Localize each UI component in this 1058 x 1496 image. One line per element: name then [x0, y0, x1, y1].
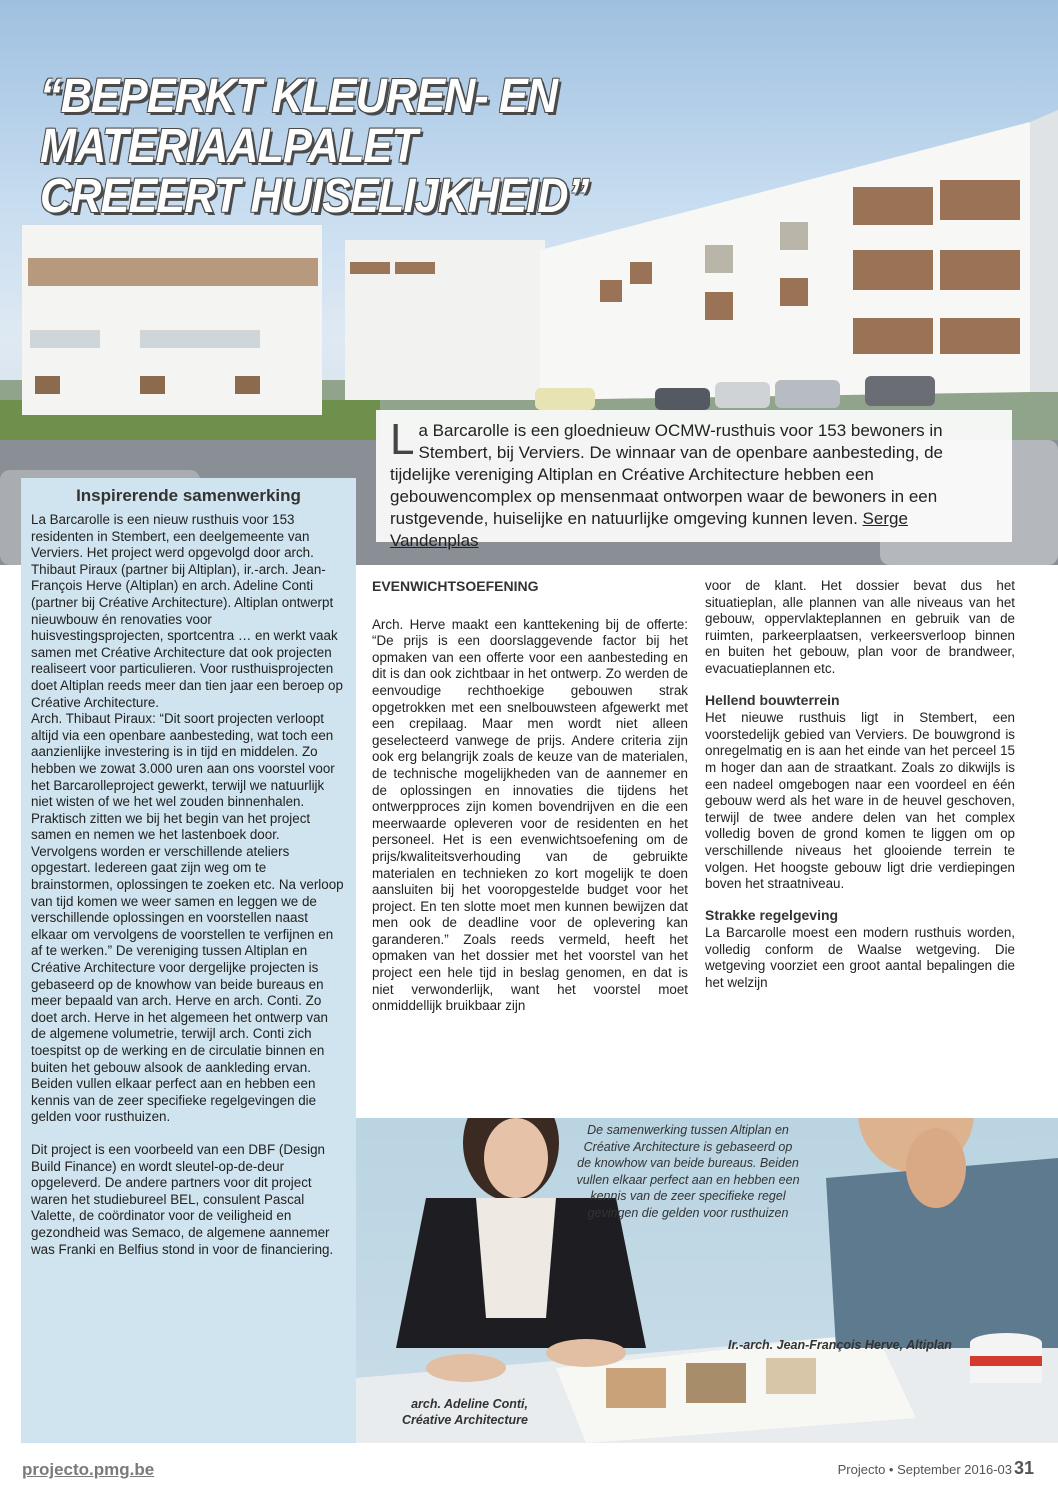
page-number: 31: [1013, 1458, 1034, 1478]
footer-publication-info: Projecto • September 2016-03: [837, 1462, 1012, 1477]
sidebar-title: Inspirerende samenwerking: [76, 486, 301, 505]
column-1-text: Arch. Herve maakt een kanttekening bij de offerte: “De prijs is een doorslaggevende factor bij het opmaken van een offerte voor een aanbesteding en dit is dan ook zichtbaar in het ontwerp. Zo werden de eenvoudige rechthoekige gebouwen strak opgetrokken met een snelbouwsteen afgewerkt met een crepilaag. Maar men wordt niet alleen geselecteerd vanwege de prijs. Andere criteria zijn ook erg belangrijk zoals de keuze van de materialen, de technische mogelijkheden van de aannemer en de oplossingen en innovaties die tijdens het ontwerpproces zijn komen bovendrijven en die een meerwaarde opleveren voor de residenten en het personeel. Het is een evenwichtsoefening om de prijs/kwaliteitsverhouding van de gebruikte materialen en technieken zo kort mogelijk te doen aansluiten bij het vooropgestelde budget voor het project. En ten slotte moet men kunnen bewijzen dat men ook de deadline voor de oplevering kan garanderen.” Zoals reeds vermeld, heeft het opmaken van het dossier met het voorstel van het project een hele tijd in beslag genomen, en dat is niet verwonderlijk, want het voorstel moet onmiddellijk bruikbaar zijn: [372, 616, 688, 1014]
caption-name-herve: Ir.-arch. Jean-François Herve, Altiplan: [728, 1338, 952, 1352]
section-heading-hellend-bouwterrein: Hellend bouwterrein: [705, 691, 840, 708]
column-2-paragraph-3: La Barcarolle moest een modern rusthuis worden, volledig conform de Waalse wetgeving. Die wetgeving voorziet een groot aantal bepalingen die het welzijn: [705, 925, 1015, 991]
footer-website-link[interactable]: projecto.pmg.be: [22, 1460, 155, 1479]
headline: [40, 72, 922, 222]
sidebar-box: [21, 478, 356, 1443]
section-heading-evenwichtsoefening: EVENWICHTSOEFENING: [372, 578, 539, 594]
headline-line-2: CREEERT HUISELIJKHEID”: [40, 170, 589, 223]
photo-caption: De samenwerking tussen Altiplan en Créative Architecture is gebaseerd op de knowhow van beide bureaus. Beiden vullen elkaar perfect aan en hebben een kennis van de zeer specifieke regel gevingen die gelden voor rusthuizen: [576, 1123, 800, 1220]
sidebar-paragraph-2: Arch. Thibaut Piraux: “Dit soort projecten verloopt altijd via een openbare aanbesteding, wat toch een aanzienlijke investering is in tijd en middelen. Zo hebben we zowat 3.000 uren aan ons voorstel voor het Barcarolleproject gewerkt, terwijl we natuurlijk niet wisten of we het wel zouden binnenhalen. Praktisch zitten we bij het begin van het project samen en nemen we het lastenboek door. Vervolgens worden er verschillende ateliers opgestart. Iedereen gaat zijn weg om te brainstormen, oplossingen te zoeken etc. Na verloop van tijd komen we weer samen en leggen we de verschillende oplossingen en voorstellen naast elkaar om vervolgens de voorstellen te verfijnen en af te werken.” De vereniging tussen Altiplan en Créative Architecture voor dergelijke projecten is gebaseerd op de knowhow van beide bureaus en meer bepaald van arch. Herve en arch. Conti. Zo doet arch. Herve in het algemeen het ontwerp van de algemene volumetrie, terwijl arch. Conti zich toespitst op de werking en de circulatie binnen en buiten het gebouw alsook de aankleding ervan. Beiden vullen elkaar perfect aan en hebben een kennis van de zeer specifieke regelgevingen die gelden voor rusthuizen.: [31, 711, 344, 1125]
sidebar-paragraph-3: Dit project is een voorbeeld van een DBF (Design Build Finance) en wordt sleutel-op-de-deur opgeleverd. De andere partners voor dit project waren het studiebureel BEL, consulent Pascal Valette, de coördinator voor de veiligheid en gezondheid was Semaco, de algemene aannemer was Franki en Belfius stond in voor de financiering.: [31, 1141, 334, 1257]
column-2-paragraph-1: voor de klant. Het dossier bevat dus het situatieplan, alle plannen van alle niveaus van het gebouw, oppervlakteplannen en gebruik van de ruimten, parkeerplaatsen, verkeersverloop binnen en buiten het gebouw, plan voor de brandweer, evacuatieplannen etc.: [705, 578, 1015, 676]
caption-name-conti-line-2: Créative Architecture: [402, 1413, 528, 1427]
intro-dropcap: L: [390, 415, 415, 464]
section-heading-strakke-regelgeving: Strakke regelgeving: [705, 906, 839, 923]
author-name: Serge Vandenplas: [390, 509, 908, 550]
headline-line-1: “BEPERKT KLEUREN- EN MATERIAALPALET: [40, 70, 558, 173]
article-column-1: [372, 578, 688, 1015]
caption-name-conti-line-1: arch. Adeline Conti,: [411, 1397, 528, 1411]
intro-text: [390, 415, 998, 552]
intro-body: a Barcarolle is een gloednieuw OCMW-rusthuis voor 153 bewoners in Stembert, bij Verviers. De winnaar van de openbare aanbesteding, de tijdelijke vereniging Altiplan en Créative Architecture hebben een gebouwencomplex op mensenmaat ontworpen waar de bewoners in een rustgevende, huiselijke en natuurlijke omgeving kunnen leven.: [390, 421, 943, 528]
intro-box: [376, 410, 1012, 550]
caption-name-conti: [388, 1396, 528, 1428]
article-column-2: [705, 578, 1015, 992]
sidebar-paragraph-1: La Barcarolle is een nieuw rusthuis voor 153 residenten in Stembert, een deelgemeente van Verviers. Het project werd opgevolgd door arch. Thibaut Piraux (partner bij Altiplan), ir.-arch. Jean-François Herve (Altiplan) en arch. Adeline Conti (partner bij Créative Architecture). Altiplan ontwerpt nieuwbouw én renovaties voor huisvestingsprojecten, sportcentra … en werkt vaak samen met Créative Architecture dat ook projecten realiseert voor particulieren. Voor rusthuisprojecten doet Altiplan reeds meer dan tien jaar een beroep op Créative Architecture.: [31, 512, 343, 710]
column-2-paragraph-2: Het nieuwe rusthuis ligt in Stembert, een voorstedelijk gebied van Verviers. De bouwgrond is onregelmatig en is aan het einde van het perceel 15 m hoger dan aan de straatkant. Zoals zo dikwijls is een nadeel omgebogen naar een voordeel en één gebouw werd als het ware in de heuvel geschoven, terwijl de twee andere delen van het complex volledig boven de grond komen te liggen om op verschillende niveaus het glooiende terrein te volgen. Het hoogste gebouw ligt drie verdiepingen boven het straatniveau.: [705, 710, 1015, 892]
